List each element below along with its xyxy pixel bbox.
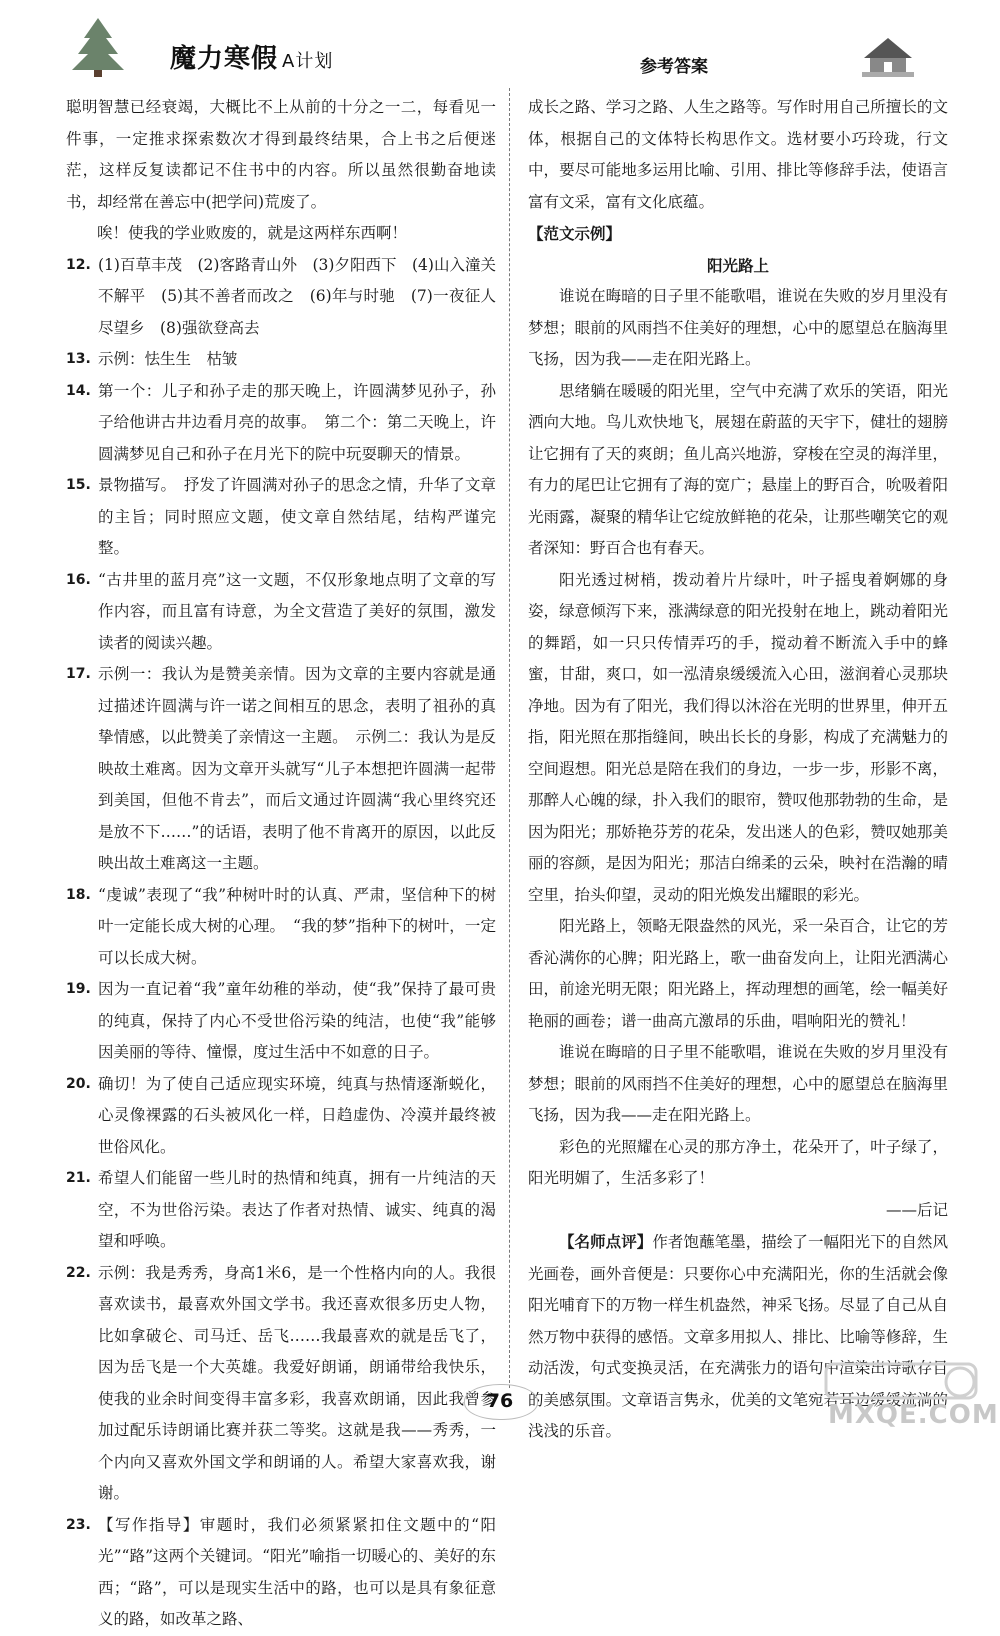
- answer-text: 希望人们能留一些儿时的热情和纯真，拥有一片纯洁的天空，不为世俗污染。表达了作者对热情、诚实、纯真的渴望和呼唤。: [98, 1169, 496, 1250]
- answer-text: “古井里的蓝月亮”这一文题，不仅形象地点明了文章的写作内容，而且富有诗意，为全文营造了美好的氛围，激发读者的阅读兴趣。: [98, 570, 496, 652]
- watermark-text: MXQE.COM: [828, 1400, 999, 1430]
- answer-text: 确切！为了使自己适应现实环境，纯真与热情逐渐蜕化，心灵像裸露的石头被风化一样，日趋虚伪、冷漠并最终被世俗风化。: [98, 1074, 496, 1156]
- answer-text: 景物描写。 抒发了许圆满对孙子的思念之情，升华了文章的主旨；同时照应文题，使文章自然结尾，结构严谨完整。: [98, 476, 496, 557]
- essay-postscript: ——后记: [885, 1200, 948, 1219]
- right-column: [528, 92, 948, 1448]
- essay-paragraph: 阳光路上，领略无限盎然的风光，采一朵百合，让它的芳香沁满你的心脾；阳光路上，歌一曲奋发向上，让阳光洒满心田，前途光明无限；阳光路上，挥动理想的画笔，绘一幅美好艳丽的画卷；谱一曲高亢激昂的乐曲，唱响阳光的赞礼！: [528, 917, 948, 1030]
- answer-text: 【写作指导】审题时，我们必须紧紧扣住文题中的“阳光”“路”这两个关键词。“阳光”喻指一切暖心的、美好的东西；“路”，可以是现实生活中的路，也可以是具有象征意义的路，如改革之路、: [98, 1515, 496, 1628]
- review-text: 作者饱蘸笔墨，描绘了一幅阳光下的自然风光画卷，画外音便是：只要你心中充满阳光，你的生活就会像阳光哺育下的万物一样生机盎然，神采飞扬。尽显了自己从自然万物中获得的感悟。文章多用拟人、排比、比喻等修辞，生动活泼，句式变换灵活，在充满张力的语句中渲染出诗歌存目的美感氛围。文章语言隽永，优美的文笔宛若耳边缓缓流淌的浅浅的乐音。: [528, 1233, 948, 1440]
- page-number: 76: [486, 1390, 514, 1412]
- answer-number: 19.: [66, 981, 91, 997]
- answer-number: 15.: [66, 477, 91, 493]
- essay-paragraph: 彩色的光照耀在心灵的那方净土，花朵开了，叶子绿了，阳光明媚了，生活多彩了！: [528, 1137, 948, 1187]
- answer-item-13: [66, 344, 496, 376]
- answer-number: 14.: [66, 382, 91, 399]
- answer-number: 13.: [66, 351, 91, 367]
- answer-text: 第一个：儿子和孙子走的那天晚上，许圆满梦见孙子，孙子给他讲古井边看月亮的故事。 第二个：第二天晚上，许圆满梦见自己和孙子在月光下的院中玩耍聊天的情景。: [98, 381, 496, 463]
- christmas-tree-icon: [68, 16, 128, 78]
- review-label: 【名师点评】: [559, 1232, 653, 1251]
- column-divider: [509, 88, 510, 1388]
- answer-number: 21.: [66, 1170, 91, 1186]
- page-header: [0, 0, 1000, 80]
- answer-item-22: [66, 1258, 496, 1510]
- writing-guide-continued: 成长之路、学习之路、人生之路等。写作时用自己所擅长的文体，根据自己的文体特长构思作文。选材要小巧玲珑，行文中，要尽可能地多运用比喻、引用、排比等修辞手法，使语言富有文采，富有文化底蕴。: [528, 98, 948, 211]
- answer-number: 16.: [66, 571, 91, 588]
- answer-number: 17.: [66, 666, 91, 682]
- answer-number: 12.: [66, 256, 91, 273]
- translation-paragraph: 聪明智慧已经衰竭，大概比不上从前的十分之一二，每看见一件事，一定推求探索数次才得到最终结果，合上书之后便迷茫，这样反复读都记不住书中的内容。所以虽然很勤奋地读书，却经常在善忘中(把学问)荒废了。: [66, 98, 496, 211]
- essay-paragraph: 谁说在晦暗的日子里不能歌唱，谁说在失败的岁月里没有梦想；眼前的风雨挡不住美好的理想，心中的愿望总在脑海里飞扬，因为我——走在阳光路上。: [528, 1043, 948, 1124]
- essay-paragraph: 思绪躺在暖暖的阳光里，空气中充满了欢乐的笑语，阳光洒向大地。鸟儿欢快地飞，展翅在蔚蓝的天宇下，健壮的翅膀让它拥有了天的爽朗；鱼儿高兴地游，穿梭在空灵的海洋里，有力的尾巴让它拥有了海的宽广；悬崖上的野百合，吮吸着阳光雨露，凝聚的精华让它绽放鲜艳的花朵，让那些嘲笑它的观者深知：野百合也有春天。: [528, 381, 948, 557]
- essay-title: 阳光路上: [706, 255, 769, 275]
- answer-text: 示例：怯生生 枯皱: [98, 350, 238, 368]
- answer-text: 因为一直记着“我”童年幼稚的举动，使“我”保持了最可贵的纯真，保持了内心不受世俗污染的纯洁，也使“我”能够因美丽的等待、憧憬，度过生活中不如意的日子。: [98, 980, 496, 1061]
- answer-text: 示例：我是秀秀，身高1米6，是一个性格内向的人。我很喜欢读书，最喜欢外国文学书。我还喜欢很多历史人物，比如拿破仑、司马迁、岳飞……我最喜欢的就是岳飞了，因为岳飞是一个大英雄。我爱好朗诵，朗诵带给我快乐，使我的业余时间变得丰富多彩，我喜欢朗诵，因此我曾参加过配乐诗朗诵比赛并获二等奖。这就是我——秀秀，一个内向又喜欢外国文学和朗诵的人。希望大家喜欢我，谢谢。: [98, 1263, 496, 1502]
- answer-item-20: [66, 1069, 496, 1164]
- answer-text: 示例一：我认为是赞美亲情。因为文章的主要内容就是通过描述许圆满与许一诺之间相互的思念，表明了祖孙的真挚情感，以此赞美了亲情这一主题。 示例二：我认为是反映故土难离。因为文章开头就写“儿子本想把许圆满一起带到美国，但他不肯去”，而后文通过许圆满“我心里终究还是放不下……”的话语，表明了他不肯离开的原因，以此反映出故土难离这一主题。: [98, 665, 496, 872]
- example-label: 【范文示例】: [528, 224, 622, 243]
- answer-number: 20.: [66, 1075, 91, 1092]
- answer-item-18: [66, 880, 496, 975]
- essay-paragraph: 阳光透过树梢，拨动着片片绿叶，叶子摇曳着婀娜的身姿，绿意倾泻下来，涨满绿意的阳光投射在地上，跳动着阳光的舞蹈，如一只只传情弄巧的手，搅动着不断流入手中的蜂蜜，甘甜，爽口，如一泓清泉缓缓流入心田，滋润着心灵那块净地。因为有了阳光，我们得以沐浴在光明的世界里，伸开五指，阳光照在那指缝间，映出长长的身影，构成了充满魅力的空间遐想。阳光总是陪在我们的身边，一步一步，形影不离，那醉人心魄的绿，扑入我们的眼帘，赞叹他那勃勃的生命，是因为阳光；那娇艳芬芳的花朵，发出迷人的色彩，赞叹她那美丽的容颜，是因为阳光；那洁白绵柔的云朵，映衬在浩瀚的晴空里，抬头仰望，灵动的阳光焕发出耀眼的彩光。: [528, 570, 948, 904]
- translation-closing: 唉！使我的学业败废的，就是这两样东西啊！: [97, 224, 408, 242]
- brand-title: 魔力寒假 A计划: [170, 44, 334, 74]
- answer-text: “虔诚”表现了“我”种树叶时的认真、严肃，坚信种下的树叶一定能长成大树的心理。 “我的梦”指种下的树叶，一定可以长成大树。: [98, 885, 496, 967]
- answer-number: 18.: [66, 886, 91, 903]
- answer-number: 22.: [66, 1264, 91, 1281]
- left-column: [66, 92, 496, 1636]
- section-title: 参考答案: [640, 57, 708, 77]
- answer-item-19: [66, 974, 496, 1069]
- house-icon: [856, 34, 920, 80]
- brand-subtitle: A计划: [282, 51, 334, 72]
- essay-paragraph: 谁说在晦暗的日子里不能歌唱，谁说在失败的岁月里没有梦想；眼前的风雨挡不住美好的理想，心中的愿望总在脑海里飞扬，因为我——走在阳光路上。: [528, 287, 948, 368]
- answer-item-12: [66, 250, 496, 345]
- answer-item-16: [66, 565, 496, 660]
- answer-item-17: [66, 659, 496, 880]
- answer-item-23: [66, 1510, 496, 1636]
- answer-text: (1)百草丰茂 (2)客路青山外 (3)夕阳西下 (4)山入潼关不解平 (5)其不善者而改之 (6)年与时驰 (7)一夜征人尽望乡 (8)强欲登高去: [98, 255, 496, 337]
- answer-item-14: [66, 376, 496, 471]
- answer-item-21: [66, 1163, 496, 1258]
- answer-number: 23.: [66, 1516, 91, 1533]
- answer-item-15: [66, 470, 496, 565]
